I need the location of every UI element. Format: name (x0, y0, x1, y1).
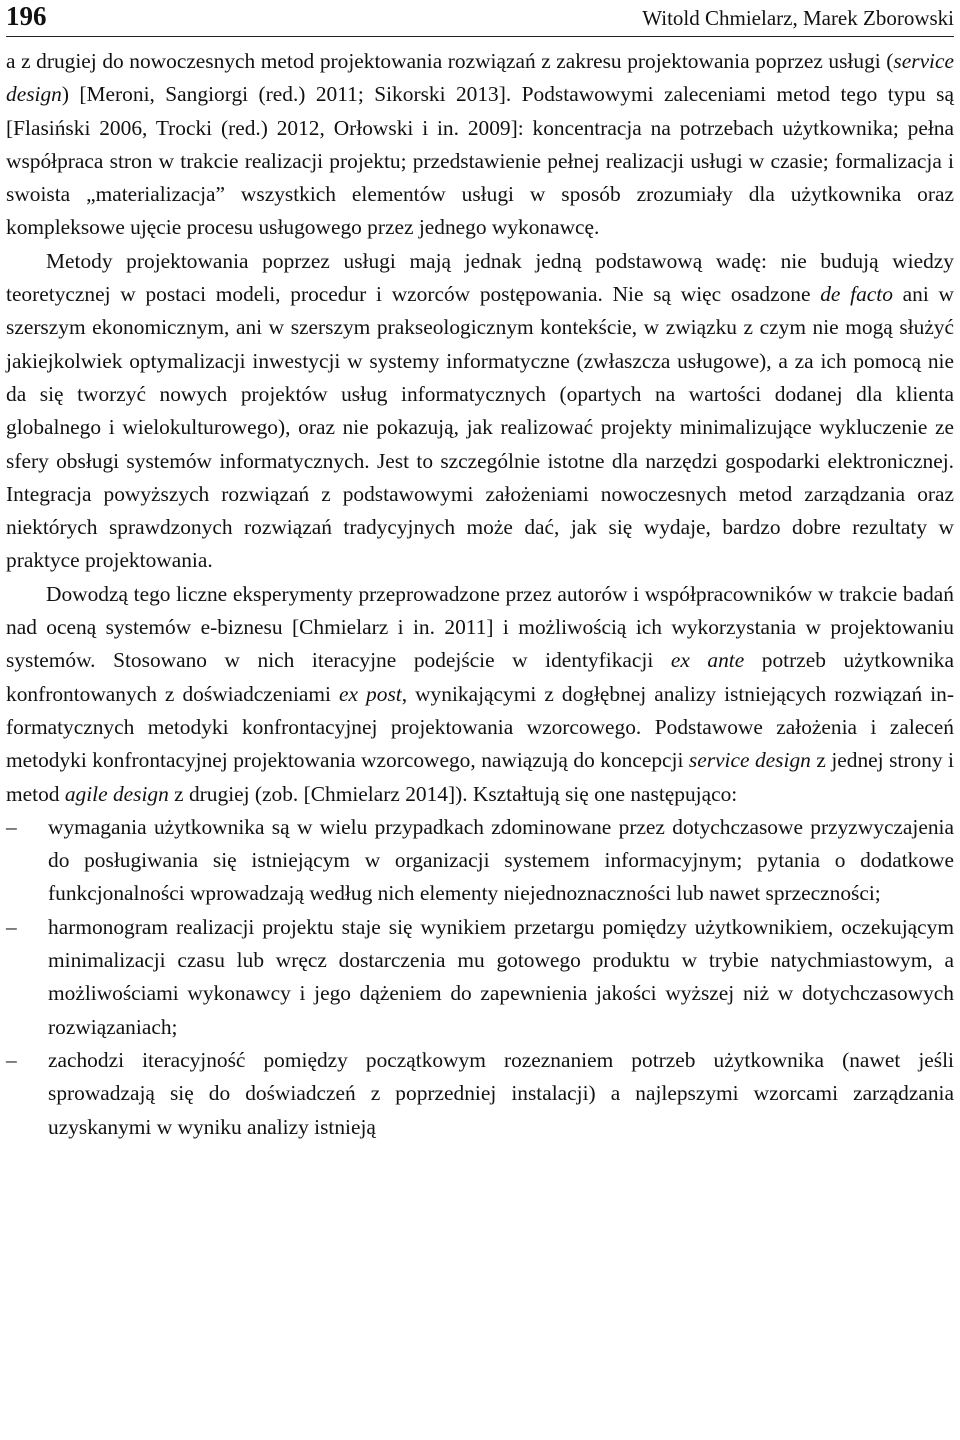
running-head-authors: Witold Chmielarz, Marek Zborowski (642, 6, 954, 30)
paragraph-1 (6, 45, 954, 245)
list-item-text: harmonogram realizacji projektu staje się wynikiem przetargu pomiędzy użytkownikiem, oczekującym minimalizacji czasu lub wręcz dostarczenia mu gotowego produktu w trybie natychmiastowym, a możliwościami wykonawcy i jego dążeniem do zapewnienia jakości wyższej niż w dotychczasowych rozwiązaniach; (48, 914, 954, 1039)
text-run: z drugiej (zob. [Chmielarz 2014]). Kształtują się one następująco: (168, 781, 738, 806)
paragraph-3 (6, 578, 954, 811)
italic-term: agile design (64, 781, 169, 806)
paragraph-2 (6, 245, 954, 578)
list-item (6, 811, 954, 911)
text-run: ) [Meroni, Sangiorgi (red.) 2011; Sikorski 2013]. Podstawowymi zaleceniami metod tego typu są [Flasiński 2006, Trocki (red.) 2012, Orłowski i in. 2009]: koncentracja na potrzebach użytkownika; pełna współpraca stron w trakcie realizacji projektu; przedstawienie pełnej realizacji usługi w czasie; formalizacja i swoista „materializacja” wszystkich elementów usługi w sposób zrozumiały dla użytkownika oraz kompleksowe ujęcie procesu usługowego przez jednego wykonawcę. (6, 82, 954, 240)
page-header (6, 0, 954, 37)
italic-term: service design (688, 748, 811, 773)
italic-term: de facto (820, 282, 893, 307)
text-run: potrzeb użytkownika konfrontowanych z doświadczeniami (6, 648, 954, 706)
body-text (6, 45, 954, 1144)
text-run: Dowodzą tego liczne eksperymenty przeprowadzone przez autorów i współpracowników w trakcie badań nad oceną systemów e-biznesu [Chmielarz i in. 2011] i możliwością ich wykorzystania w projektowaniu systemów. Stosowano w nich iteracyjne podejście w identyfikacji (6, 581, 954, 673)
list-dash-marker: – (6, 914, 17, 939)
list-dash-marker: – (6, 1047, 17, 1072)
dash-list (6, 811, 954, 1144)
italic-term: service design (6, 49, 954, 107)
italic-term: ex ante (670, 648, 745, 673)
list-item-text: zachodzi iteracyjność pomiędzy początkowym rozeznaniem potrzeb użytkownika (nawet jeśli sprowadzają się do doświadczeń z poprzedniej instalacji) a najlepszymi wzorcami zarządzania uzyskanymi w wyniku analizy istnieją (48, 1047, 954, 1139)
page-number: 196 (6, 1, 47, 31)
text-run: Metody projektowania poprzez usługi mają jednak jedną podstawową wadę: nie budują wiedzy teoretycznej w postaci modeli, procedur i wzorców postępowania. Nie są więc osadzone (6, 248, 954, 307)
text-run: , wynikającymi z dogłębnej analizy istniejących rozwiązań informatycznych metodyki konfrontacyjnej projektowania wzorcowego. Podstawowe założenia i zaleceń metodyki konfrontacyjnej projektowania wzorcowego, nawiązują do koncepcji (6, 681, 954, 773)
text-run: z jednej strony i metod (6, 748, 955, 806)
list-item-text: wymagania użytkownika są w wielu przypadkach zdominowane przez dotychczasowe przyzwyczajenia do posługiwania się istniejącym w organizacji systemem informacyjnym; pytania o dodatkowe funkcjonalności wprowadzają według nich elementy niejednoznaczności lub nawet sprzeczności; (48, 814, 954, 906)
list-item (6, 911, 954, 1044)
text-run: a z drugiej do nowoczesnych metod projektowania rozwiązań z zakresu projektowania poprzez usługi ( (6, 49, 894, 73)
document-page (6, 0, 954, 1440)
italic-term: ex post (339, 681, 402, 706)
text-run: ani w szerszym ekonomicznym, ani w szerszym prakseologicznym kontekście, w związku z czym nie mogą służyć jakiejkolwiek optymalizacji inwestycji w systemy informatyczne (zwłaszcza usługowe), a za ich pomocą nie da się tworzyć nowych projektów usług informatycznych (opartych na wartości dodanej dla klienta globalnego i wielokulturowego), oraz nie pokazują, jak realizować projekty minimalizujące wykluczenie ze sfery obsługi systemów informatycznych. Jest to szczególnie istotne dla narzędzi gospodarki elektronicznej. Integracja powyższych rozwiązań z podstawowymi założeniami nowoczesnych metod zarządzania oraz niektórych sprawdzonych rozwiązań tradycyjnych może dać, jak się wydaje, bardzo dobre rezultaty w praktyce projektowania. (6, 282, 955, 573)
list-dash-marker: – (6, 814, 17, 839)
list-item (6, 1044, 954, 1144)
